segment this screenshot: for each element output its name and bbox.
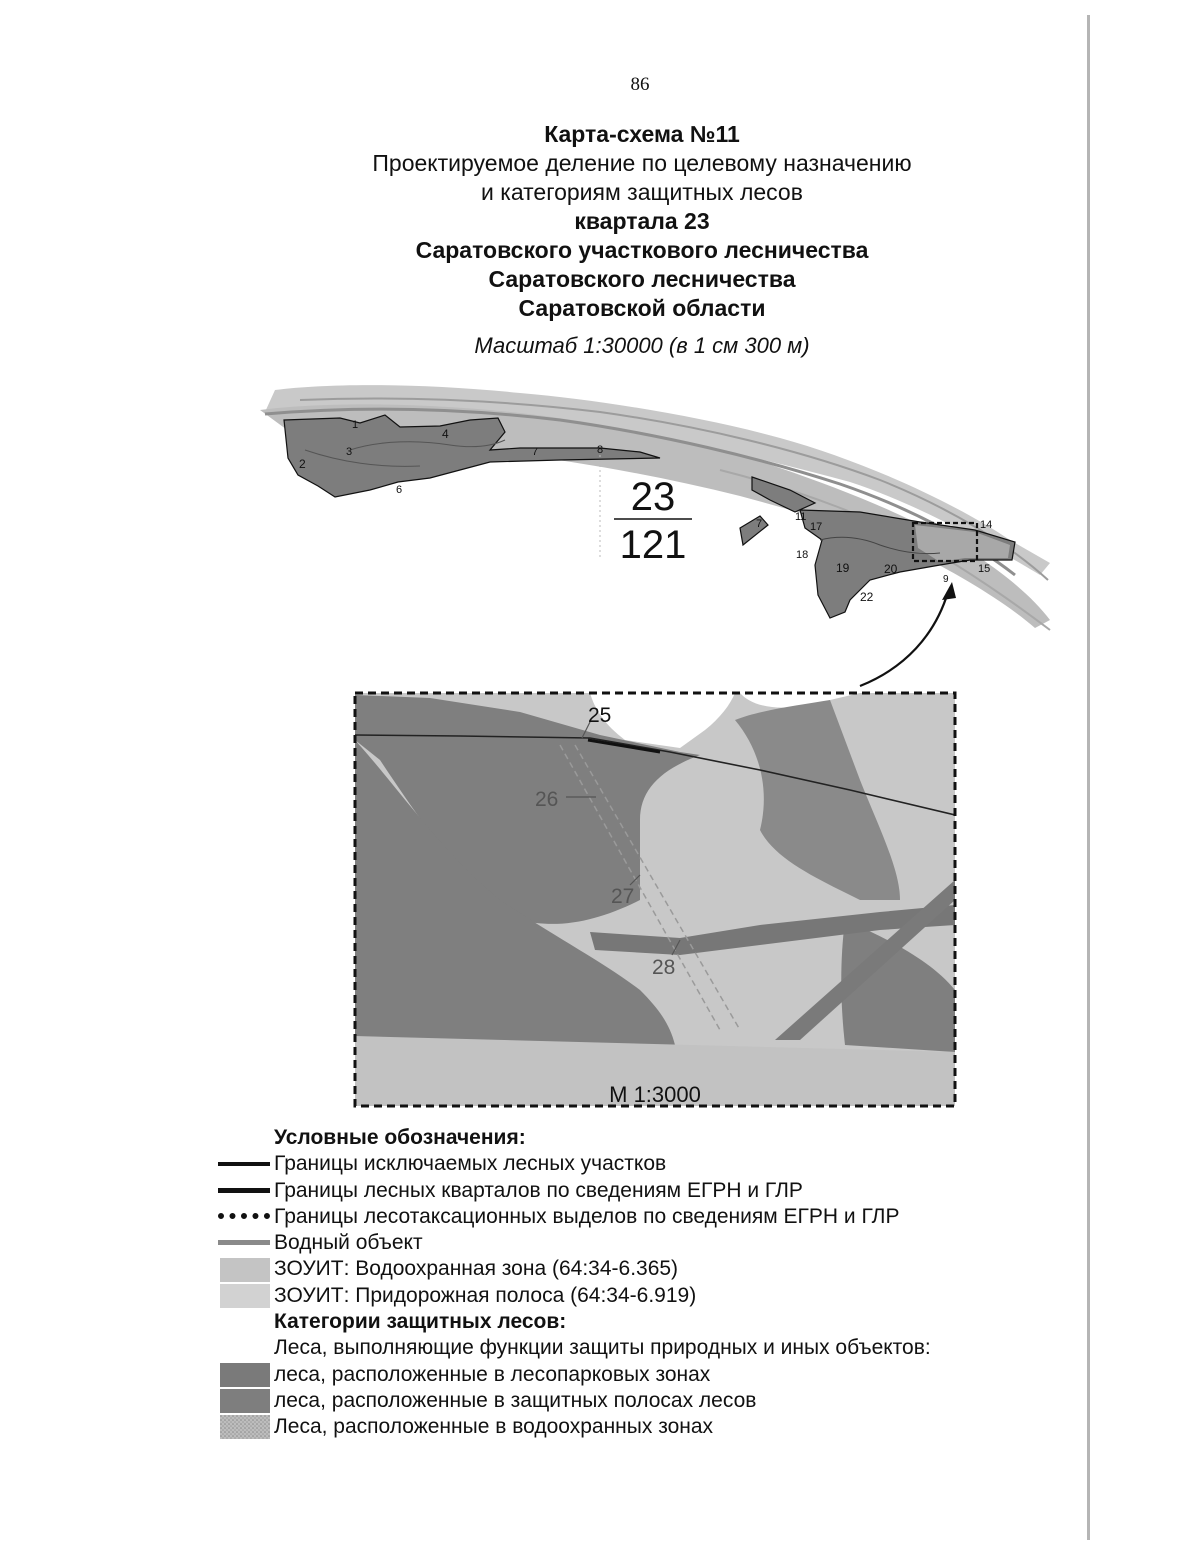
- legend-item: [218, 1256, 1098, 1282]
- lighter-fill-swatch-icon: [218, 1283, 270, 1309]
- thick-line-icon: [218, 1151, 270, 1177]
- light-fill-swatch-icon: [218, 1257, 270, 1283]
- legend-category: [218, 1388, 1098, 1414]
- parcel-label: 22: [860, 590, 874, 604]
- parcel-label: 6: [396, 484, 403, 496]
- map-district-title: Саратовского участкового лесничества: [415, 237, 869, 263]
- dark-fill-swatch-icon: [218, 1388, 270, 1414]
- legend-categories-subtitle: Леса, выполняющие функции защиты природных и иных объектов:: [274, 1336, 931, 1360]
- legend-item: [218, 1151, 1098, 1177]
- inset-label: 28: [652, 956, 676, 979]
- inset-label: 27: [611, 885, 635, 908]
- hatched-fill-swatch-icon: [218, 1414, 270, 1440]
- parcel-label: 4: [442, 427, 449, 441]
- legend-title: Условные обозначения:: [274, 1126, 526, 1149]
- map-subtitle-2: и категориям защитных лесов: [481, 179, 803, 205]
- map-subtitle-1: Проектируемое деление по целевому назначению: [372, 150, 912, 176]
- legend-item-label: ЗОУИТ: Водоохранная зона (64:34-6.365): [274, 1257, 679, 1281]
- parcel-label: 2: [299, 457, 306, 471]
- legend-category-label: леса, расположенные в лесопарковых зонах: [274, 1362, 711, 1386]
- legend-item: [218, 1283, 1098, 1309]
- legend-item-label: Водный объект: [274, 1231, 423, 1255]
- parcel-label: 1: [352, 419, 359, 431]
- legend-category: [218, 1414, 1098, 1440]
- legend-category-label: Леса, расположенные в водоохранных зонах: [274, 1415, 714, 1439]
- parcel-label: 17: [810, 521, 823, 533]
- parcel-label: 11: [795, 511, 807, 523]
- quarter-area: 121: [619, 523, 687, 567]
- thick-line-icon: [218, 1178, 270, 1204]
- map-forestry-title: Саратовского лесничества: [488, 266, 796, 292]
- parcel-label: 3: [346, 446, 353, 458]
- legend-item: [218, 1204, 1098, 1230]
- legend-categories-title: Категории защитных лесов:: [274, 1310, 567, 1334]
- map-title: Карта-схема №11: [544, 121, 740, 147]
- legend-item: [218, 1230, 1098, 1256]
- legend-item-label: ЗОУИТ: Придорожная полоса (64:34-6.919): [274, 1283, 697, 1307]
- parcel-label: 9: [943, 574, 949, 585]
- map-scale-note: Масштаб 1:30000 (в 1 см 300 м): [474, 333, 810, 358]
- quarter-number: 23: [630, 475, 676, 519]
- legend-item-label: Границы лесных кварталов по сведениям ЕГРН и ГЛР: [274, 1178, 803, 1202]
- inset-label: 25: [588, 704, 612, 727]
- inset-map: [355, 693, 955, 1106]
- forest-parcel-spur: [740, 516, 768, 545]
- parcel-label: 20: [884, 562, 898, 576]
- parcel-label: 7: [532, 446, 539, 458]
- map-quarter-title: квартала 23: [574, 208, 710, 234]
- parcel-label: 14: [980, 519, 993, 531]
- inset-pointer-arrow: [860, 592, 948, 686]
- legend-category-label: леса, расположенные в защитных полосах лесов: [274, 1388, 757, 1412]
- parcel-label: 15: [978, 563, 991, 575]
- legend-item: [218, 1178, 1098, 1204]
- grey-line-icon: [218, 1230, 270, 1256]
- dashed-line-icon: [218, 1204, 270, 1230]
- parcel-label: 19: [836, 561, 850, 575]
- legend-category: [218, 1362, 1098, 1388]
- parcel-label: 8: [597, 444, 604, 456]
- dark-fill-swatch-icon: [218, 1362, 270, 1388]
- parcel-label: 7: [756, 518, 763, 530]
- inset-scale: М 1:3000: [609, 1082, 701, 1107]
- parcel-label: 18: [796, 549, 809, 561]
- map-region-title: Саратовской области: [518, 295, 766, 321]
- legend-item-label: Границы лесотаксационных выделов по сведениям ЕГРН и ГЛР: [274, 1204, 900, 1228]
- inset-label: 26: [535, 788, 559, 811]
- map-legend: [218, 1125, 1098, 1441]
- legend-item-label: Границы исключаемых лесных участков: [274, 1152, 667, 1176]
- page-number: 86: [630, 74, 650, 95]
